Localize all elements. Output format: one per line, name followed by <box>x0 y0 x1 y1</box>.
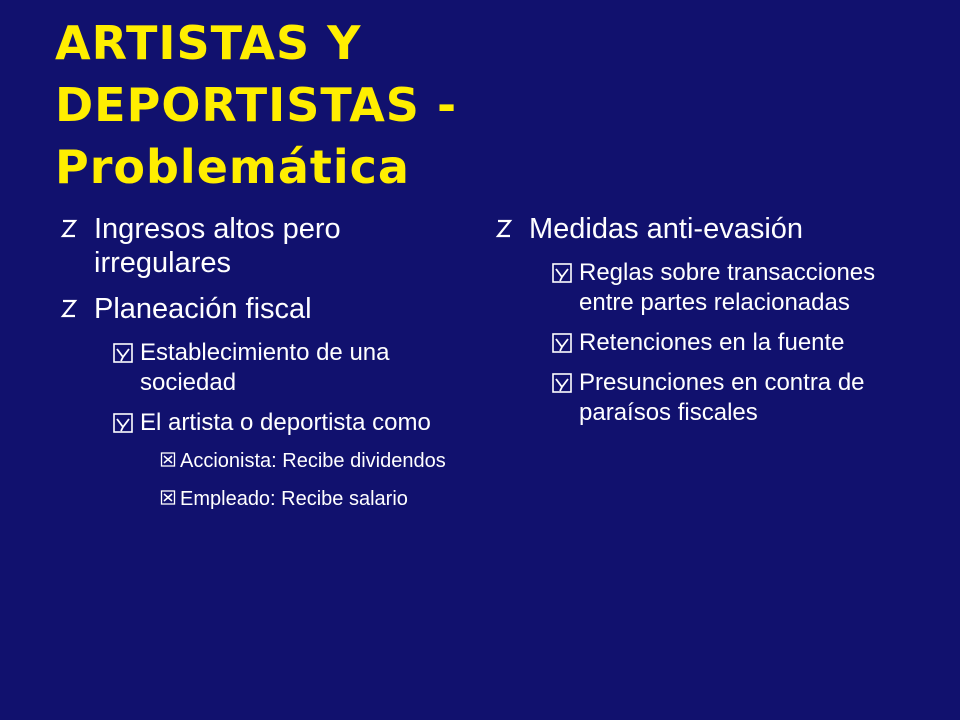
sub-sub-bullet-accionista <box>160 448 460 474</box>
bullet-text: Ingresos altos pero irregulares <box>94 213 341 279</box>
title-line-1: ARTISTAS Y <box>55 16 362 70</box>
bullet-planeacion <box>60 292 460 326</box>
checkbox-y-bullet-icon <box>112 338 134 368</box>
sub-sub-bullet-empleado <box>160 486 460 512</box>
z-bullet-icon <box>60 292 78 326</box>
sub-bullet-artista <box>108 408 460 438</box>
left-bullet-list <box>60 212 460 512</box>
z-bullet-icon <box>495 212 513 246</box>
bullet-text: Retenciones en la fuente <box>579 329 845 356</box>
right-bullet-list <box>495 212 915 428</box>
bullet-text: El artista o deportista como <box>140 409 431 436</box>
bullet-ingresos <box>60 212 460 280</box>
bullet-text: Presunciones en contra de paraísos fiscales <box>579 369 865 426</box>
bullet-medidas <box>495 212 915 246</box>
right-column <box>495 212 915 438</box>
left-column <box>60 212 460 524</box>
bullet-text: Reglas sobre transacciones entre partes relacionadas <box>579 259 876 316</box>
sub-bullet-retenciones <box>547 328 915 358</box>
checkbox-y-bullet-icon <box>551 368 573 398</box>
bullet-text: Planeación fiscal <box>94 293 312 325</box>
title-line-2: DEPORTISTAS - <box>55 78 458 132</box>
checkbox-y-bullet-icon <box>551 328 573 358</box>
sub-bullet-establecimiento <box>108 338 460 398</box>
checkbox-y-bullet-icon <box>112 408 134 438</box>
z-bullet-icon <box>60 212 78 246</box>
sub-bullet-reglas <box>547 258 915 318</box>
title-line-3: Problemática <box>55 140 410 194</box>
checkbox-x-bullet-icon <box>160 448 176 474</box>
sub-bullet-presunciones <box>547 368 915 428</box>
checkbox-y-bullet-icon <box>551 258 573 288</box>
bullet-text: Establecimiento de una sociedad <box>140 339 390 396</box>
bullet-text: Accionista: Recibe dividendos <box>180 450 446 472</box>
checkbox-x-bullet-icon <box>160 486 176 512</box>
slide-title <box>55 12 935 198</box>
bullet-text: Empleado: Recibe salario <box>180 488 408 510</box>
bullet-text: Medidas anti-evasión <box>529 213 804 245</box>
